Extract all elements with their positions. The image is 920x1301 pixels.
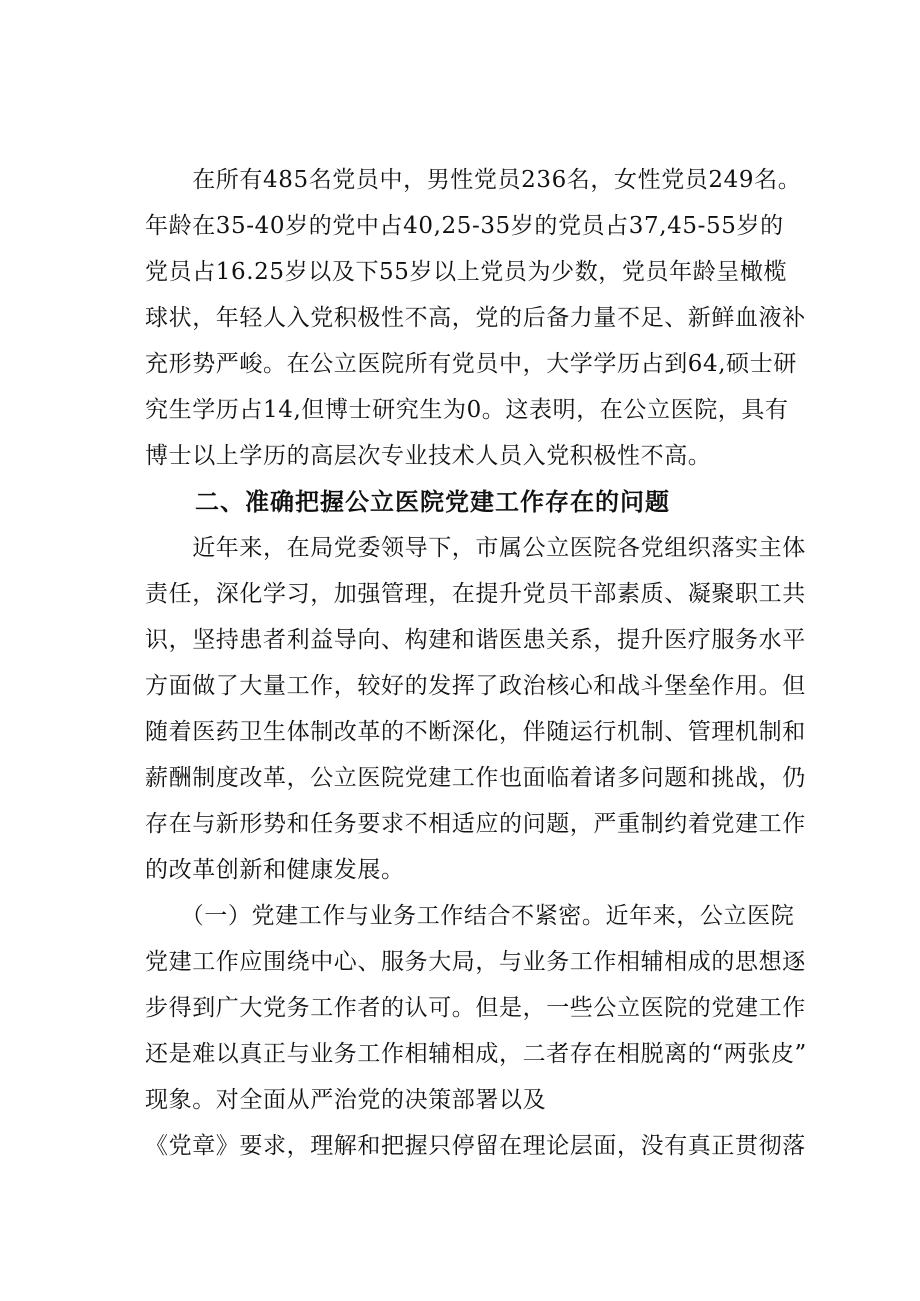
paragraph-line: 《党章》要求，理解和把握只停留在理论层面，没有真正贯彻落: [145, 1133, 806, 1159]
paragraph-line: 充形势严峻。在公立医院所有党员中，大学学历占到64,硕士研: [145, 351, 797, 377]
paragraph-line: 薪酬制度改革，公立医院党建工作也面临着诸多问题和挑战，仍: [145, 765, 806, 791]
paragraph-line: 责任，深化学习，加强管理，在提升党员干部素质、凝聚职工共: [145, 581, 806, 607]
paragraph-line: 党员占16.25岁以及下55岁以上党员为少数，党员年龄呈橄榄: [145, 259, 788, 285]
paragraph-line: 究生学历占14,但博士研究生为0。这表明，在公立医院，具有: [145, 397, 789, 423]
paragraph-line: 随着医药卫生体制改革的不断深化，伴随运行机制、管理机制和: [145, 719, 806, 745]
paragraph-line: 博士以上学历的高层次专业技术人员入党积极性不高。: [145, 443, 712, 469]
paragraph-line: 球状，年轻人入党积极性不高，党的后备力量不足、新鲜血液补: [145, 305, 806, 331]
paragraph-line: 方面做了大量工作，较好的发挥了政治核心和战斗堡垒作用。但: [145, 673, 806, 699]
paragraph-line: 现象。对全面从严治党的决策部署以及: [145, 1087, 547, 1113]
section-heading: 二、准确把握公立医院党建工作存在的问题: [145, 488, 670, 516]
paragraph-line: 的改革创新和健康发展。: [145, 857, 405, 883]
paragraph-line: 还是难以真正与业务工作相辅相成，二者存在相脱离的“两张皮”: [145, 1041, 807, 1067]
paragraph-line: 年龄在35-40岁的党中占40,25-35岁的党员占37,45-55岁的: [145, 213, 784, 239]
paragraph-line: 识，坚持患者利益导向、构建和谐医患关系，提升医疗服务水平: [145, 627, 806, 653]
paragraph-line: （一）党建工作与业务工作结合不紧密。近年来，公立医院: [145, 903, 795, 929]
paragraph-line: 近年来，在局党委领导下，市属公立医院各党组织落实主体: [145, 535, 806, 561]
paragraph-line: 存在与新形势和任务要求不相适应的问题，严重制约着党建工作: [145, 811, 806, 837]
paragraph-line: 步得到广大党务工作者的认可。但是，一些公立医院的党建工作: [145, 995, 806, 1021]
paragraph-line: 在所有485名党员中，男性党员236名，女性党员249名。: [145, 167, 802, 193]
paragraph-line: 党建工作应围绕中心、服务大局，与业务工作相辅相成的思想逐: [145, 949, 806, 975]
